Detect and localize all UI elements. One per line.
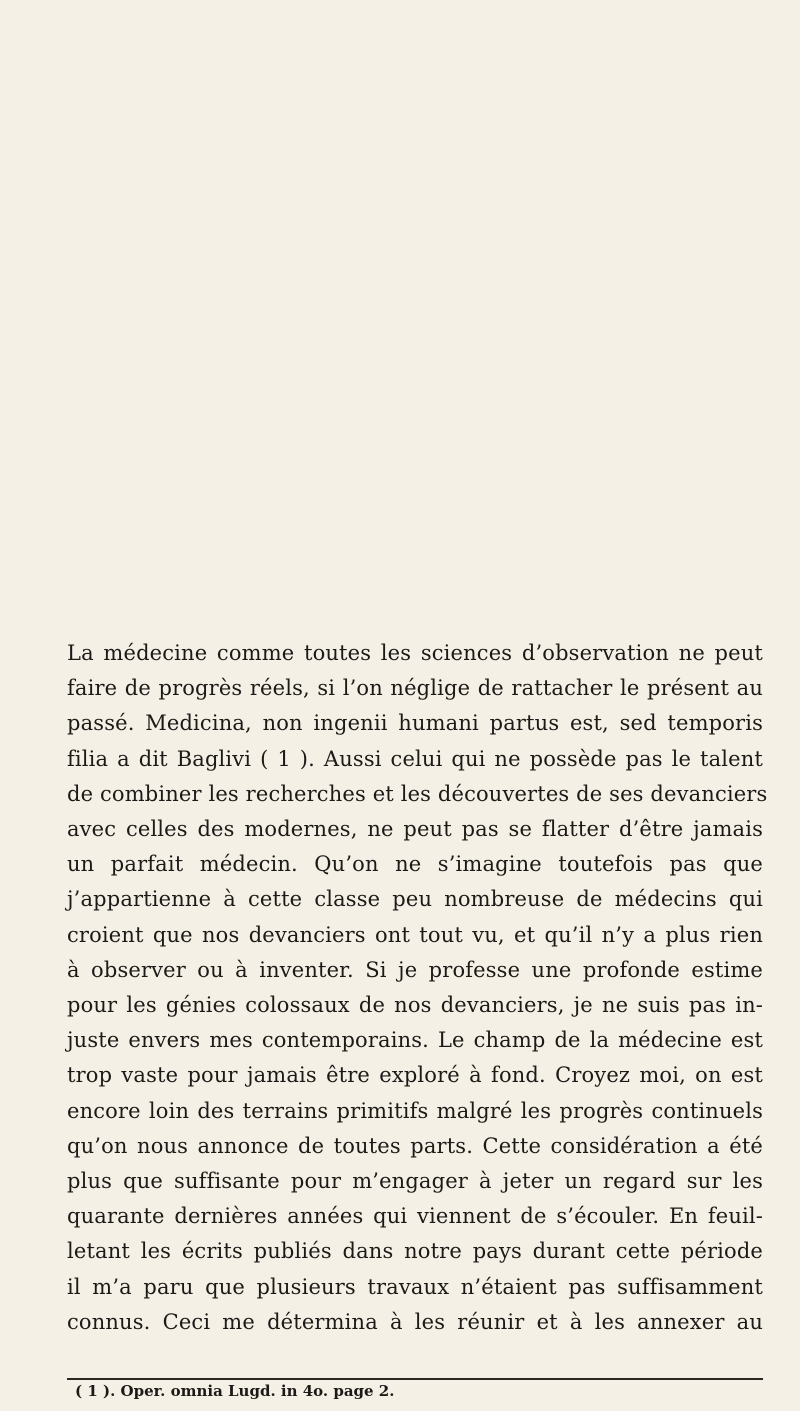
footnote: ( 1 ). Oper. omnia Lugd. in 4o. page 2. bbox=[75, 1382, 395, 1400]
text-line: pour les génies colossaux de nos devanciers, je ne suis pas in- bbox=[67, 993, 763, 1018]
text-line: faire de progrès réels, si l’on néglige de rattacher le présent au bbox=[67, 676, 763, 701]
text-line: à observer ou à inventer. Si je professe une profonde estime bbox=[67, 957, 763, 982]
text-line: connus. Ceci me détermina à les réunir et à les annexer au bbox=[67, 1309, 763, 1334]
text-line: avec celles des modernes, ne peut pas se flatter d’être jamais bbox=[67, 817, 763, 842]
text-line: trop vaste pour jamais être exploré à fond. Croyez moi, on est bbox=[67, 1063, 763, 1088]
body-paragraph bbox=[67, 636, 768, 1340]
text-line: j’appartienne à cette classe peu nombreuse de médecins qui bbox=[67, 887, 763, 912]
text-line: de combiner les recherches et les découvertes de ses devanciers bbox=[67, 781, 768, 806]
text-line: juste envers mes contemporains. Le champ de la médecine est bbox=[67, 1028, 763, 1053]
text-line: quarante dernières années qui viennent de s’écouler. En feuil- bbox=[67, 1204, 763, 1229]
text-line: filia a dit Baglivi ( 1 ). Aussi celui qui ne possède pas le talent bbox=[67, 746, 763, 771]
text-line: encore loin des terrains primitifs malgré les progrès continuels bbox=[67, 1098, 763, 1123]
text-line: plus que suffisante pour m’engager à jeter un regard sur les bbox=[67, 1169, 763, 1194]
text-line: croient que nos devanciers ont tout vu, et qu’il n’y a plus rien bbox=[67, 922, 763, 947]
text-line: passé. Medicina, non ingenii humani partus est, sed temporis bbox=[67, 711, 763, 736]
text-line: letant les écrits publiés dans notre pays durant cette période bbox=[67, 1239, 763, 1264]
text-line: un parfait médecin. Qu’on ne s’imagine toutefois pas que bbox=[67, 852, 763, 877]
text-line: La médecine comme toutes les sciences d’observation ne peut bbox=[67, 641, 763, 665]
text-line: qu’on nous annonce de toutes parts. Cette considération a été bbox=[67, 1133, 763, 1158]
text-line: il m’a paru que plusieurs travaux n’étaient pas suffisamment bbox=[67, 1274, 763, 1299]
